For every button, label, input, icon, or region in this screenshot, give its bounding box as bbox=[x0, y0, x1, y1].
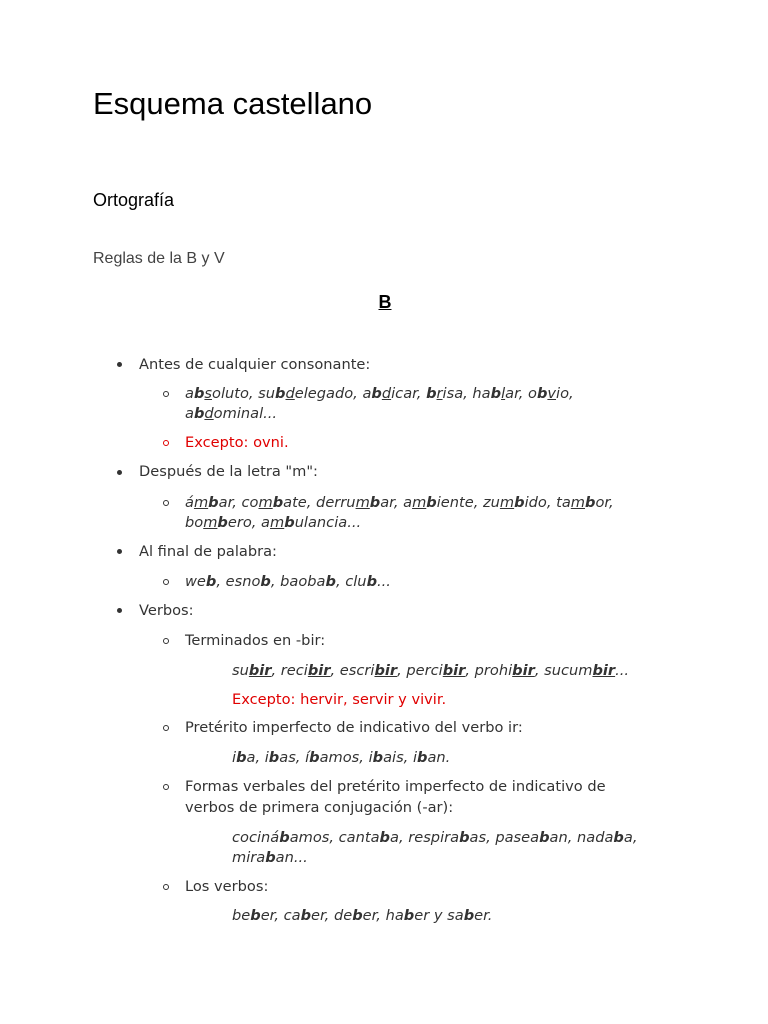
rule-text: Verbos: bbox=[139, 602, 194, 619]
bullet-circle-icon bbox=[163, 784, 169, 790]
example-line: beber, caber, deber, haber y saber. bbox=[232, 907, 493, 924]
page-title: Esquema castellano bbox=[93, 86, 373, 121]
bullet-disc-icon bbox=[117, 608, 122, 613]
bullet-disc-icon bbox=[117, 549, 122, 554]
bullet-circle-icon bbox=[163, 725, 169, 731]
example-line: iba, ibas, íbamos, ibais, iban. bbox=[232, 749, 451, 766]
bullet-circle-icon bbox=[163, 391, 169, 397]
example-line: abdominal... bbox=[185, 405, 278, 422]
bullet-circle-icon bbox=[163, 500, 169, 506]
rule-text: Al final de palabra: bbox=[139, 543, 277, 560]
section-heading: Ortografía bbox=[93, 190, 175, 210]
example-line: subir, recibir, escribir, percibir, prohibir, sucumbir... bbox=[232, 662, 630, 679]
rule-text: verbos de primera conjugación (-ar): bbox=[185, 799, 454, 816]
rule-text: Antes de cualquier consonante: bbox=[139, 356, 371, 373]
bullet-circle-icon bbox=[163, 579, 169, 585]
bullet-disc-icon bbox=[117, 362, 122, 367]
example-line: cocinábamos, cantaba, respirabas, paseaban, nadaba, bbox=[232, 829, 638, 846]
rule-text: Después de la letra "m": bbox=[139, 463, 318, 480]
rule-text: Formas verbales del pretérito imperfecto de indicativo de bbox=[185, 778, 606, 795]
example-line: ámbar, combate, derrumbar, ambiente, zumbido, tambor, bbox=[185, 494, 614, 511]
exception-text: Excepto: ovni. bbox=[185, 434, 289, 451]
exception-text: Excepto: hervir, servir y vivir. bbox=[232, 691, 447, 708]
bullet-disc-icon bbox=[117, 470, 122, 475]
subsection-heading: Reglas de la B y V bbox=[93, 250, 225, 267]
example-line: web, esnob, baobab, club... bbox=[185, 573, 391, 590]
rule-text: Los verbos: bbox=[185, 878, 269, 895]
rule-text: Terminados en -bir: bbox=[185, 632, 326, 649]
bullet-circle-icon bbox=[163, 884, 169, 890]
letter-heading: B bbox=[378, 292, 392, 312]
rule-text: Pretérito imperfecto de indicativo del verbo ir: bbox=[185, 719, 523, 736]
bullet-circle-icon bbox=[163, 440, 169, 446]
bullet-circle-icon bbox=[163, 638, 169, 644]
example-line: absoluto, subdelegado, abdicar, brisa, hablar, obvio, bbox=[185, 385, 574, 402]
example-line: bombero, ambulancia... bbox=[185, 514, 362, 531]
example-line: miraban... bbox=[232, 849, 308, 866]
